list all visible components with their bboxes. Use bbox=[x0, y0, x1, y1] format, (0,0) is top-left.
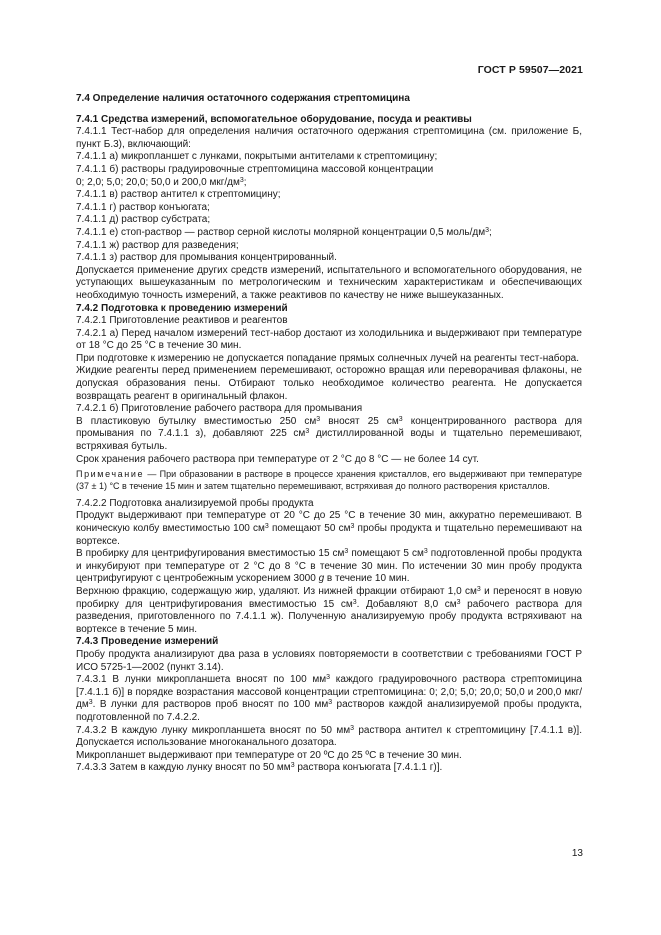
item-v: 7.4.1.1 в) раствор антител к стрептомицину; bbox=[76, 189, 281, 201]
subsection-7-4-2: 7.4.2 Подготовка к проведению измерений bbox=[76, 302, 288, 314]
item-d: 7.4.1.1 д) раствор субстрата; bbox=[76, 214, 211, 226]
note-label: Примечание bbox=[76, 469, 145, 480]
para-7-4-2-1: 7.4.2.1 Приготовление реактивов и реагентов bbox=[76, 315, 288, 327]
para-repeatability: Пробу продукта анализируют два раза в условиях повторяемости в соответствии с требованиями ГОСТ Р ИСО 5725-1—2002 (пункт 3.14). bbox=[76, 648, 582, 673]
para-upper-fraction: Верхнюю фракцию, содержащую жир, удаляют. Из нижней фракции отбирают 1,0 $см^3$ и переносят в новую пробирку для центрифугирования вместимостью 15 $см^3$. Добавляют 8,0 $см^3$ рабочего раствора для разведения, приготовленного по 7.4.1.1 ж). Полученную анализируемую пробу продукта встряхивают на вортексе в течение 5 мин. bbox=[76, 585, 583, 635]
para-7-4-3-2: 7.4.3.2 В каждую лунку микропланшета вносят по 50 $мм^3$ раствора антител к стрептомицину [7.4.1.1 в)]. Допускается использование многоканального дозатора. bbox=[76, 724, 582, 749]
item-b-values: 0; 2,0; 5,0; 20,0; 50,0 и 200,0 мкг/$дм^3$; bbox=[76, 176, 247, 188]
subsection-7-4-3: 7.4.3 Проведение измерений bbox=[76, 636, 219, 648]
item-zh: 7.4.1.1 ж) раствор для разведения; bbox=[76, 239, 239, 251]
para-sample-hold: Продукт выдерживают при температуре от 20 °С до 25 °С в течение 30 мин, аккуратно перемешивают. В коническую колбу вместимостью 100 $см^3$ помещают 50 $см^3$ пробы продукта и тщательно перемешивают на вортексе. bbox=[76, 510, 582, 547]
para-7-4-2-1-b: 7.4.2.1 б) Приготовление рабочего раствора для промывания bbox=[76, 403, 363, 415]
para-7-4-3-3: 7.4.3.3 Затем в каждую лунку вносят по 50 $мм^3$ раствора конъюгата [7.4.1.1 г)]. bbox=[76, 762, 443, 774]
para-7-4-2-1-a: 7.4.2.1 а) Перед началом измерений тест-набор достают из холодильника и выдерживают при температуре от 18 °С до 25 °С в течение 30 мин. bbox=[76, 327, 582, 352]
para-wash-solution: В пластиковую бутылку вместимостью 250 $см^3$ вносят 25 $см^3$ концентрированного раствора для промывания по 7.4.1.1 з), добавляют 225 $см^3$ дистиллированной воды и тщательно перемешивают, встряхивая бутыль. bbox=[76, 415, 583, 453]
item-e: 7.4.1.1 е) стоп-раствор — раствор серной кислоты молярной концентрации 0,5 моль/$дм^3$; bbox=[76, 226, 492, 238]
standard-header: ГОСТ Р 59507—2021 bbox=[477, 64, 583, 76]
para-sunlight: При подготовке к измерению не допускается попадание прямых солнечных лучей на реагенты тест-набора. bbox=[76, 352, 579, 364]
para-liquid-reagents: Жидкие реагенты перед применением перемешивают, осторожно вращая или переворачивая флаконы, не допуская образования пены. Отбирают только необходимое количество реагента. Не допускается возвращать реагент в оригинальный флакон. bbox=[76, 365, 582, 402]
section-title: 7.4 Определение наличия остаточного содержания стрептомицина bbox=[76, 93, 410, 104]
para-7-4-2-2: 7.4.2.2 Подготовка анализируемой пробы продукта bbox=[76, 497, 314, 509]
item-g: 7.4.1.1 г) раствор конъюгата; bbox=[76, 201, 210, 213]
item-a: 7.4.1.1 а) микропланшет с лунками, покрытыми антителами к стрептомицину; bbox=[76, 151, 438, 163]
para-storage: Срок хранения рабочего раствора при температуре от 2 °С до 8 °С — не более 14 сут. bbox=[76, 453, 479, 465]
para-alternatives: Допускается применение других средств измерений, испытательного и вспомогательного оборудования, не уступающих вышеуказанным по метрологическим и техническим характеристикам и обеспечивающих необходимую точность измерений, а также реактивов по качеству не ниже вышеуказанных. bbox=[76, 264, 582, 301]
page-number: 13 bbox=[571, 848, 583, 859]
para-incubation: Микропланшет выдерживают при температуре от 20 ºС до 25 ºС в течение 30 мин. bbox=[76, 749, 462, 761]
para-7-4-3-1: 7.4.3.1 В лунки микропланшета вносят по 100 $мм^3$ каждого градуировочного раствора стрептомицина [7.4.1.1 б)] в порядке возрастания массовой концентрации стрептомицина: 0; 2,0; 5,0; 20,0; 50,0 и 200,0 мкг/$дм^3$. В лунки для растворов проб вносят по 100 $мм^3$ растворов каждой анализируемой пробы продукта, подготовленной по 7.4.2.2. bbox=[76, 674, 583, 723]
item-z: 7.4.1.1 з) раствор для промывания концентрированный. bbox=[76, 252, 337, 264]
item-b: 7.4.1.1 б) растворы градуировочные стрептомицина массовой концентрации bbox=[76, 163, 434, 175]
document-body bbox=[76, 93, 582, 775]
note: Примечание — При образовании в растворе в процессе хранения кристаллов, его выдерживают при температуре (37 ± 1) °С в течение 15 мин и затем тщательно перемешивают, встряхивая до полного растворения кристаллов. bbox=[76, 469, 582, 491]
subsection-7-4-1: 7.4.1 Средства измерений, вспомогательное оборудование, посуда и реактивы bbox=[76, 113, 472, 125]
para-centrifuge: В пробирку для центрифугирования вместимостью 15 $см^3$ помещают 5 $см^3$ подготовленной пробы продукта и инкубируют при температуре от 2 °С до 8 °С в течение 30 мин. По истечении 30 мин пробу продукта центрифугируют с центробежным ускорением 3000 g в течение 10 мин. bbox=[76, 548, 582, 585]
para-7-4-1-1: 7.4.1.1 Тест-набор для определения наличия остаточного одержания стрептомицина (см. приложение Б, пункт Б.3), включающий: bbox=[76, 126, 582, 150]
